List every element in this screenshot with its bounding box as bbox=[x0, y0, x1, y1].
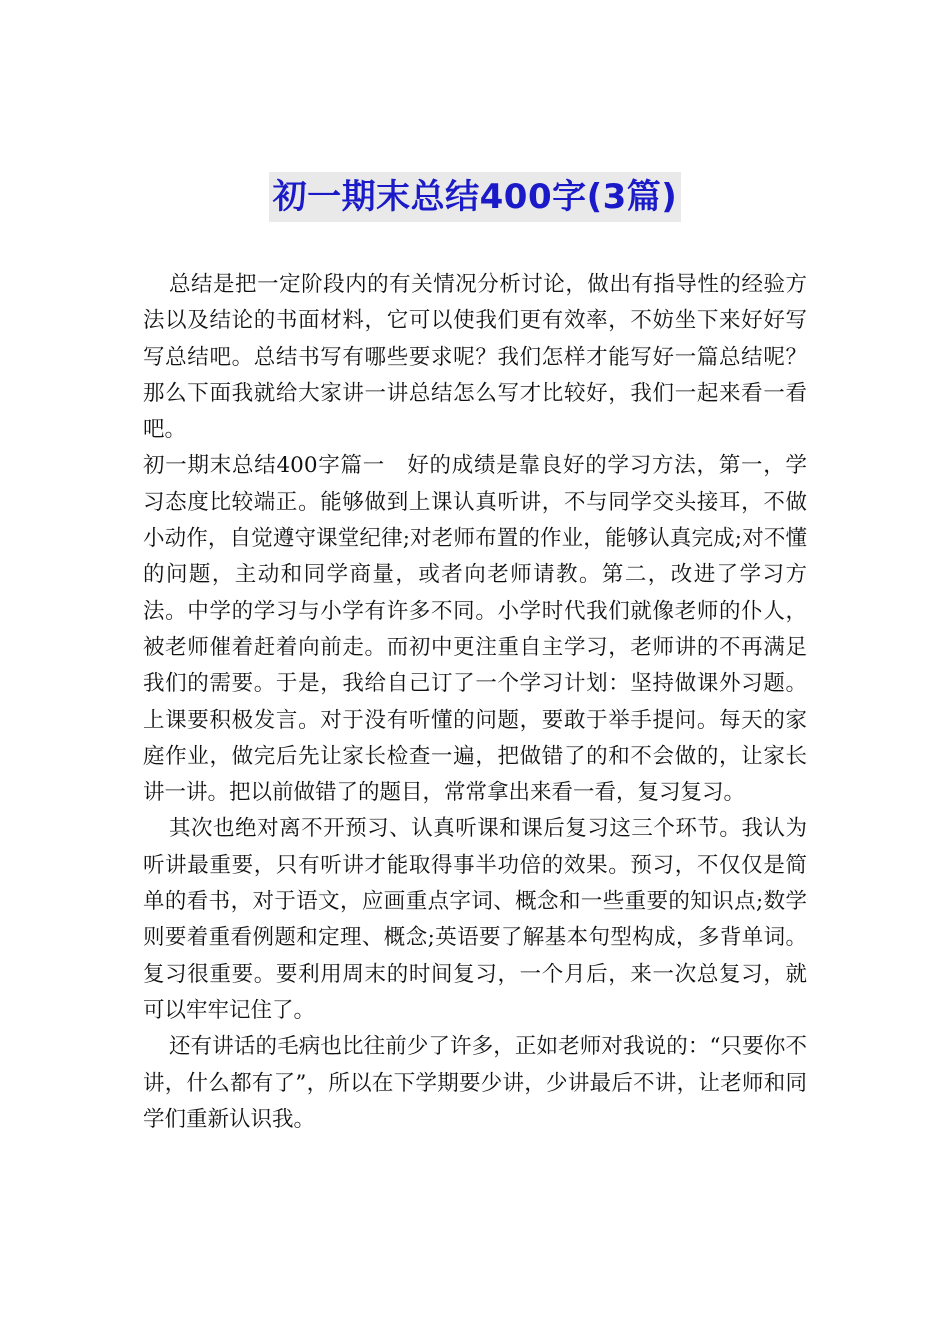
document-title: 初一期末总结400字(3篇) bbox=[269, 172, 682, 222]
section-one-paragraph: 初一期末总结400字篇一 好的成绩是靠良好的学习方法，第一，学习态度比较端正。能够做到上课认真听讲，不与同学交头接耳，不做小动作，自觉遵守课堂纪律;对老师布置的作业，能够认真完成;对不懂的问题，主动和同学商量，或者向老师请教。第二，改进了学习方法。中学的学习与小学有许多不同。小学时代我们就像老师的仆人，被老师催着赶着向前走。而初中更注重自主学习，老师讲的不再满足我们的需要。于是，我给自己订了一个学习计划：坚持做课外习题。上课要积极发言。对于没有听懂的问题，要敢于举手提问。每天的家庭作业，做完后先让家长检查一遍，把做错了的和不会做的，让家长讲一讲。把以前做错了的题目，常常拿出来看一看，复习复习。 bbox=[143, 453, 807, 806]
closing-paragraph: 还有讲话的毛病也比往前少了许多，正如老师对我说的：“只要你不讲，什么都有了”，所以在下学期要少讲，少讲最后不讲，让老师和同学们重新认识我。 bbox=[143, 1034, 807, 1132]
title-container bbox=[0, 172, 950, 222]
body-paragraph: 其次也绝对离不开预习、认真听课和课后复习这三个环节。我认为听讲最重要，只有听讲才能取得事半功倍的效果。预习，不仅仅是简单的看书，对于语文，应画重点字词、概念和一些重要的知识点;数学则要着重看例题和定理、概念;英语要了解基本句型构成，多背单词。复习很重要。要利用周末的时间复习，一个月后，来一次总复习，就可以牢牢记住了。 bbox=[143, 816, 807, 1023]
intro-paragraph: 总结是把一定阶段内的有关情况分析讨论，做出有指导性的经验方法以及结论的书面材料，它可以使我们更有效率，不妨坐下来好好写写总结吧。总结书写有哪些要求呢？我们怎样才能写好一篇总结呢？那么下面我就给大家讲一讲总结怎么写才比较好，我们一起来看一看吧。 bbox=[143, 272, 807, 443]
document-body bbox=[143, 267, 807, 1138]
